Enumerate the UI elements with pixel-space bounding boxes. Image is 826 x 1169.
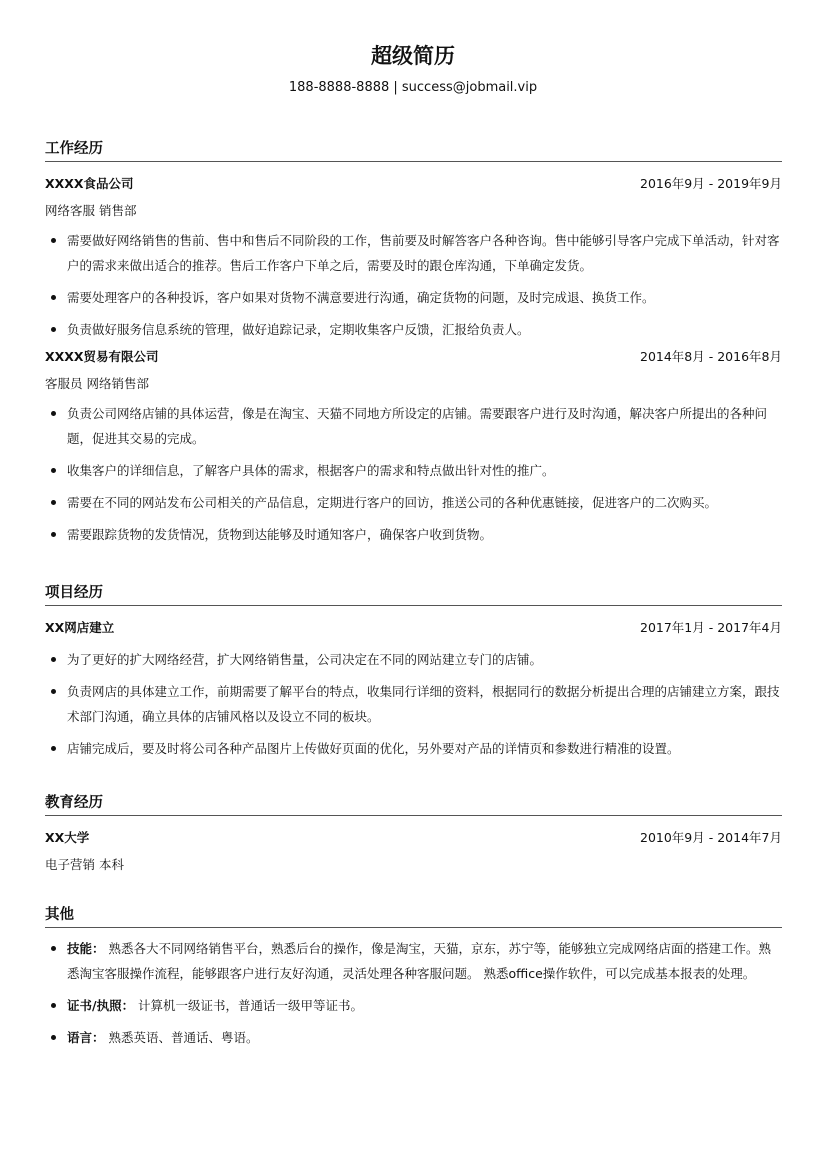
date-range: 2014年8月 - 2016年8月 [640, 349, 782, 364]
job-role: 网络客服 销售部 [45, 203, 137, 218]
projects-section-title: 项目经历 [45, 582, 782, 606]
list-item: 需要处理客户的各种投诉，客户如果对货物不满意要进行沟通，确定货物的问题，及时完成退、换货工作。 [45, 285, 782, 310]
contact-line: 188-8888-8888 | success@jobmail.vip [288, 80, 538, 95]
company-name: XXXX食品公司 [45, 176, 134, 191]
list-item [45, 1025, 782, 1050]
list-item: 为了更好的扩大网络经营，扩大网络销售量，公司决定在不同的网站建立专门的店铺。 [45, 647, 782, 672]
date-range: 2010年9月 - 2014年7月 [640, 830, 782, 845]
item-text: 计算机一级证书，普通话一级甲等证书。 [134, 998, 364, 1013]
work-entry-header [45, 170, 782, 197]
list-item [45, 936, 782, 986]
list-item: 需要在不同的网站发布公司相关的产品信息，定期进行客户的回访，推送公司的各种优惠链接，促进客户的二次购买。 [45, 490, 782, 515]
list-item: 店铺完成后，要及时将公司各种产品图片上传做好页面的优化，另外要对产品的详情页和参数进行精准的设置。 [45, 736, 782, 761]
list-item: 负责公司网络店铺的具体运营，像是在淘宝、天猫不同地方所设定的店铺。需要跟客户进行及时沟通，解决客户所提出的各种问题，促进其交易的完成。 [45, 401, 782, 451]
resume-name: 超级简历 [371, 44, 455, 68]
company-name: XXXX贸易有限公司 [45, 349, 159, 364]
bullet-list [45, 228, 782, 342]
major: 电子营销 本科 [45, 857, 124, 872]
projects-section [45, 582, 782, 768]
project-entry-header [45, 614, 782, 641]
bullet-list [45, 401, 782, 547]
item-label: 证书/执照： [67, 998, 135, 1013]
item-text: 熟悉英语、普通话、粤语。 [104, 1030, 259, 1045]
education-section-title: 教育经历 [45, 792, 782, 816]
item-label: 语言： [67, 1030, 105, 1045]
bullet-list [45, 936, 782, 1050]
item-text: 熟悉各大不同网络销售平台，熟悉后台的操作，像是淘宝，天猫，京东，苏宁等，能够独立完成网络店面的搭建工作。熟悉淘宝客服操作流程，能够跟客户进行友好沟通，灵活处理各种客服问题。 熟悉office操作软件，可以完成基本报表的处理。 [67, 941, 771, 981]
date-range: 2016年9月 - 2019年9月 [640, 176, 782, 191]
list-item: 负责做好服务信息系统的管理，做好追踪记录，定期收集客户反馈，汇报给负责人。 [45, 317, 782, 342]
item-label: 技能： [67, 941, 105, 956]
list-item: 需要做好网络销售的售前、售中和售后不同阶段的工作，售前要及时解答客户各种咨询。售中能够引导客户完成下单活动，针对客户的需求来做出适合的推荐。售后工作客户下单之后，需要及时的跟仓库沟通，下单确定发货。 [45, 228, 782, 278]
education-section [45, 792, 782, 878]
school-name: XX大学 [45, 830, 90, 845]
date-range: 2017年1月 - 2017年4月 [640, 620, 782, 635]
other-section [45, 904, 782, 1057]
work-section [45, 138, 782, 554]
list-item: 收集客户的详细信息，了解客户具体的需求，根据客户的需求和特点做出针对性的推广。 [45, 458, 782, 483]
work-entry-header [45, 343, 782, 370]
job-role: 客服员 网络销售部 [45, 376, 149, 391]
education-entry-header [45, 824, 782, 851]
other-section-title: 其他 [45, 904, 782, 928]
list-item: 需要跟踪货物的发货情况，货物到达能够及时通知客户，确保客户收到货物。 [45, 522, 782, 547]
bullet-list [45, 647, 782, 761]
list-item [45, 993, 782, 1018]
work-section-title: 工作经历 [45, 138, 782, 162]
list-item: 负责网店的具体建立工作，前期需要了解平台的特点，收集同行详细的资料，根据同行的数据分析提出合理的店铺建立方案，跟技术部门沟通，确立具体的店铺风格以及设立不同的板块。 [45, 679, 782, 729]
project-name: XX网店建立 [45, 620, 115, 635]
